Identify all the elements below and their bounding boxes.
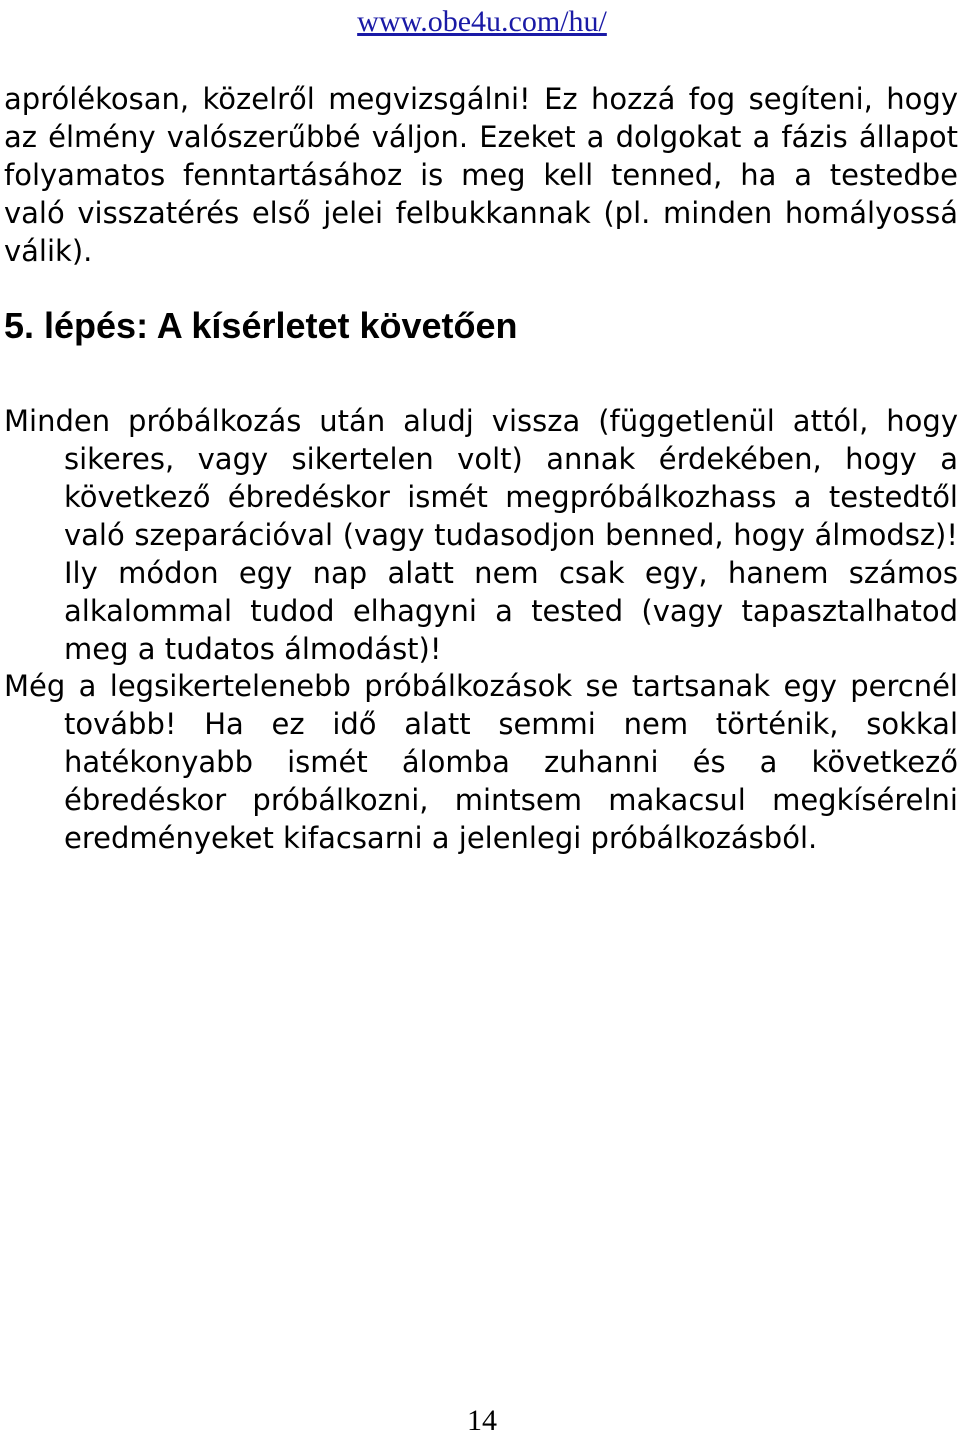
step-5-heading: 5. lépés: A kísérletet követően (4, 305, 518, 346)
page-number: 14 (467, 1404, 497, 1437)
intro-paragraph: aprólékosan, közelről megvizsgálni! Ez hozzá fog segíteni, hogy az élmény valószerűbbé váljon. Ezeket a dolgokat a fázis állapot folyamatos fenntartásához is meg kell tenned, ha a testedbe való visszatérés első jelei felbukkannak (pl. minden homályossá válik). (4, 82, 958, 268)
paragraph-after-attempt: Minden próbálkozás után aludj vissza (függetlenül attól, hogy sikeres, vagy sikertelen volt) annak érdekében, hogy a következő ébredéskor ismét megpróbálkozhass a testedtől való szeparációval (vagy tudasodjon benned, hogy álmodsz)! Ily módon egy nap alatt nem csak egy, hanem számos alkalommal tudod elhagyni a tested (vagy tapasztalhatod meg a tudatos álmodást)! (4, 404, 958, 666)
website-url-link[interactable]: www.obe4u.com/hu/ (357, 5, 607, 38)
paragraph-short-attempts: Még a legsikertelenebb próbálkozások se tartsanak egy percnél tovább! Ha ez idő alatt semmi nem történik, sokkal hatékonyabb ismét álomba zuhanni és a következő ébredéskor próbálkozni, mintsem makacsul megkísérelni eredményeket kifacsarni a jelenlegi próbálkozásból. (4, 669, 958, 855)
